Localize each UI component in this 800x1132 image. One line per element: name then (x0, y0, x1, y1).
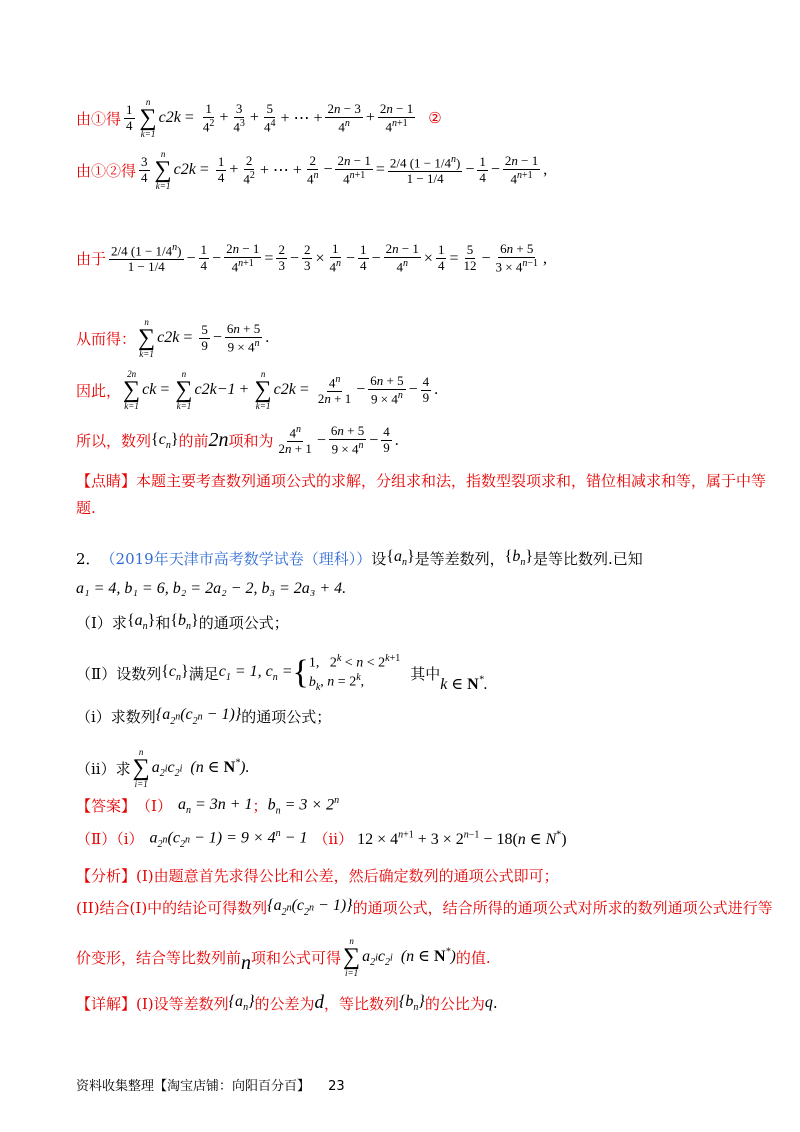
stem-2: 是等差数列， (414, 550, 505, 568)
footer-text: 资料收集整理【淘宝店铺：向阳百分百】 (76, 1079, 311, 1094)
analysis-text-2b: 的通项公式，结合所得的通项公式对所求的数列通项公式进行等 (352, 899, 773, 917)
problem-2-part1: （Ⅰ）求 $\{a_n\}$ 和 $\{b_n\}$ 的通项公式； (76, 612, 289, 633)
answer-line-1: 【答案】 （Ⅰ） $a_n = 3n + 1$ ； $b_n = 3 \times 2^n$ (76, 795, 340, 817)
problem-source[interactable]: （2019年天津市高考数学试卷（理科）） (100, 550, 372, 568)
detail-label: 【详解】 (76, 994, 137, 1013)
answer-part2-ii-label: （ii） (313, 830, 354, 849)
answer-line-2: （Ⅱ）（i） $a_{2^n}(c_{2^n} - 1) = 9 \times 4^n - 1$ （ii） $12 \times 4^{n+1} + 3 \times 2^{n-1} - 18(n$ ∈ N*) (76, 828, 567, 850)
page-number: 23 (328, 1079, 345, 1094)
analysis-text-3c: 的值. (455, 948, 491, 967)
detail-text-b: 的公差为 (254, 994, 315, 1013)
answer-label: 【答案】 (76, 797, 137, 816)
line-5: 因此， 2n ∑ k=1 c k = n ∑ k=1 c 2k−1 + n ∑ k=1 c 2k = $\frac{4^n}{2n + 1}$ − $\frac{6n + 5}{9 \times 4^n}$ − $\frac{4}{9}$ . (76, 369, 439, 411)
line-6: 所以，数列 $\{c_n\}$ 的前 2n 项和为 $\frac{4^n}{2n + 1}$ − $\frac{6n + 5}{9 \times 4^n}$ − $\frac{4}{9}$ . (76, 423, 399, 457)
answer-part1-label: （Ⅰ） (136, 797, 172, 816)
part2-label: （Ⅱ）设数列 (76, 664, 162, 683)
note-label: 【点睛】 (76, 472, 137, 490)
analysis-text-2a: (II)结合(I)中的结论可得数列 (76, 899, 268, 917)
page-footer (76, 1075, 345, 1094)
detail-line: 【详解】 (I)设等差数列 $\{a_n\}$ 的公差为 d ，等比数列 $\{b_n\}$ 的公比为 q . (76, 992, 498, 1014)
problem-number: 2． (76, 550, 101, 568)
problem-2-given (76, 580, 346, 598)
problem-2-stem: 2． （2019年天津市高考数学试卷（理科）） 设 $\{a_n\}$ 是等差数列， $\{b_n\}$ 是等比数列.已知 (76, 548, 643, 569)
line-4-prefix: 从而得： (76, 329, 137, 348)
detail-text-d: 的公比为 (424, 994, 485, 1013)
line-3-prefix: 由于 (76, 250, 107, 269)
answer-part2-label: （Ⅱ）（i） (76, 830, 144, 849)
analysis-text-3a: 价变形，结合等比数列前 (76, 948, 242, 967)
line-5-prefix: 因此， (76, 381, 122, 400)
note-text-2: 题. (76, 499, 96, 517)
note-text-1: 本题主要考查数列通项公式的求解，分组求和法，指数型裂项求和，错位相减求和等，属于中等 (136, 472, 767, 490)
stem-3: 是等比数列.已知 (533, 550, 643, 568)
sub-ii-label: （ii）求 (76, 759, 131, 778)
line-2-prefix: 由①②得 (76, 161, 137, 180)
line-6-mid: 的前 (178, 432, 209, 451)
detail-text-a: (I)设等差数列 (136, 994, 229, 1013)
sub-i-end: 的通项公式； (241, 708, 332, 726)
line-1-prefix: 由①得 (76, 109, 122, 128)
sub-i-label: （i）求数列 (76, 708, 156, 726)
line-1: 由①得 $\frac{1}{4}$ n ∑ k=1 c 2k = $\frac{1}{4^2}$ + $\frac{3}{4^3}$ + $\frac{5}{4^4}$ + ⋯ + $\frac{2n - 3}{4^n}$ + $\frac{2n - 1}{4^{n+1}}$ ② (76, 97, 442, 139)
part1-end: 的通项公式； (198, 614, 289, 632)
problem-2-sub-i: （i）求数列 $\{a_{2^n}(c_{2^n} - 1)\}$ 的通项公式； (76, 706, 332, 727)
line-6-prefix: 所以，数列 (76, 432, 152, 451)
analysis-text-1: (I)由题意首先求得公比和公差，然后确定数列的通项公式即可； (136, 867, 559, 885)
stem-1: 设 (371, 550, 387, 568)
analysis-label: 【分析】 (76, 867, 137, 885)
analysis-line-1 (76, 865, 559, 886)
line-3: 由于 $\frac{2/4 (1 - 1/4^n)}{1 - 1/4}$ − $\frac{1}{4}$ − $\frac{2n - 1}{4^{n+1}}$ = $\frac{2}{3}$ − $\frac{2}{3}$ × $\frac{1}{4^n}$ − $\frac{1}{4}$ − $\frac{2n - 1}{4^n}$ × $\frac{1}{4}$ = $\frac{5}{12}$ − $\frac{6n + 5}{3 \times 4^{n-1}}$ , (76, 241, 547, 275)
part2-where: 其中 (410, 664, 441, 683)
part1-and: 和 (155, 614, 171, 632)
analysis-line-3: 价变形，结合等比数列前 n 项和公式可得 n ∑ i=1 $a_{2^i}c_{2^i}$ (n ∈ N*) 的值. (76, 936, 491, 978)
equation-marker: ② (428, 109, 442, 128)
note-line-2 (76, 497, 96, 518)
line-4: 从而得： n ∑ k=1 c 2k = $\frac{5}{9}$ − $\frac{6n + 5}{9 \times 4^n}$ . (76, 317, 270, 359)
part1-label: （Ⅰ）求 (76, 614, 127, 632)
part2-mid: 满足 (188, 664, 219, 683)
detail-text-e: . (492, 994, 498, 1012)
analysis-line-2: (II)结合(I)中的结论可得数列 $\{a_{2^n}(c_{2^n} - 1)\}$ 的通项公式，结合所得的通项公式对所求的数列通项公式进行等 (76, 897, 773, 918)
note-line-1 (76, 470, 766, 491)
line-2: 由①②得 $\frac{3}{4}$ n ∑ k=1 c 2k = $\frac{1}{4}$ + $\frac{2}{4^2}$ + ⋯ + $\frac{2}{4^n}$ − $\frac{2n - 1}{4^{n+1}}$ = $\frac{2/4 (1 - 1/4^n)}{1 - 1/4}$ − $\frac{1}{4}$ − $\frac{2n - 1}{4^{n+1}}$ , (76, 149, 548, 191)
problem-2-part2: （Ⅱ）设数列 $\{c_n\}$ 满足 $c_1 = 1$, $c_n$ = { 1, $2^k < n < 2^{k+1}$ $b_k$, $n = 2^k$, 其中 k ∈ N*. (76, 653, 488, 693)
detail-text-c: ，等比数列 (323, 994, 399, 1013)
problem-2-sub-ii: （ii）求 n ∑ i=1 $a_{2^i}c_{2^i}$ (n ∈ N*). (76, 747, 250, 789)
given-conditions: a₁ = 4, b₁ = 6, b₂ = 2a₂ − 2, b₃ = 2a₃ + 4. (76, 580, 347, 597)
line-6-suffix: 项和为 (228, 432, 274, 451)
analysis-text-3b: 项和公式可得 (251, 948, 342, 967)
